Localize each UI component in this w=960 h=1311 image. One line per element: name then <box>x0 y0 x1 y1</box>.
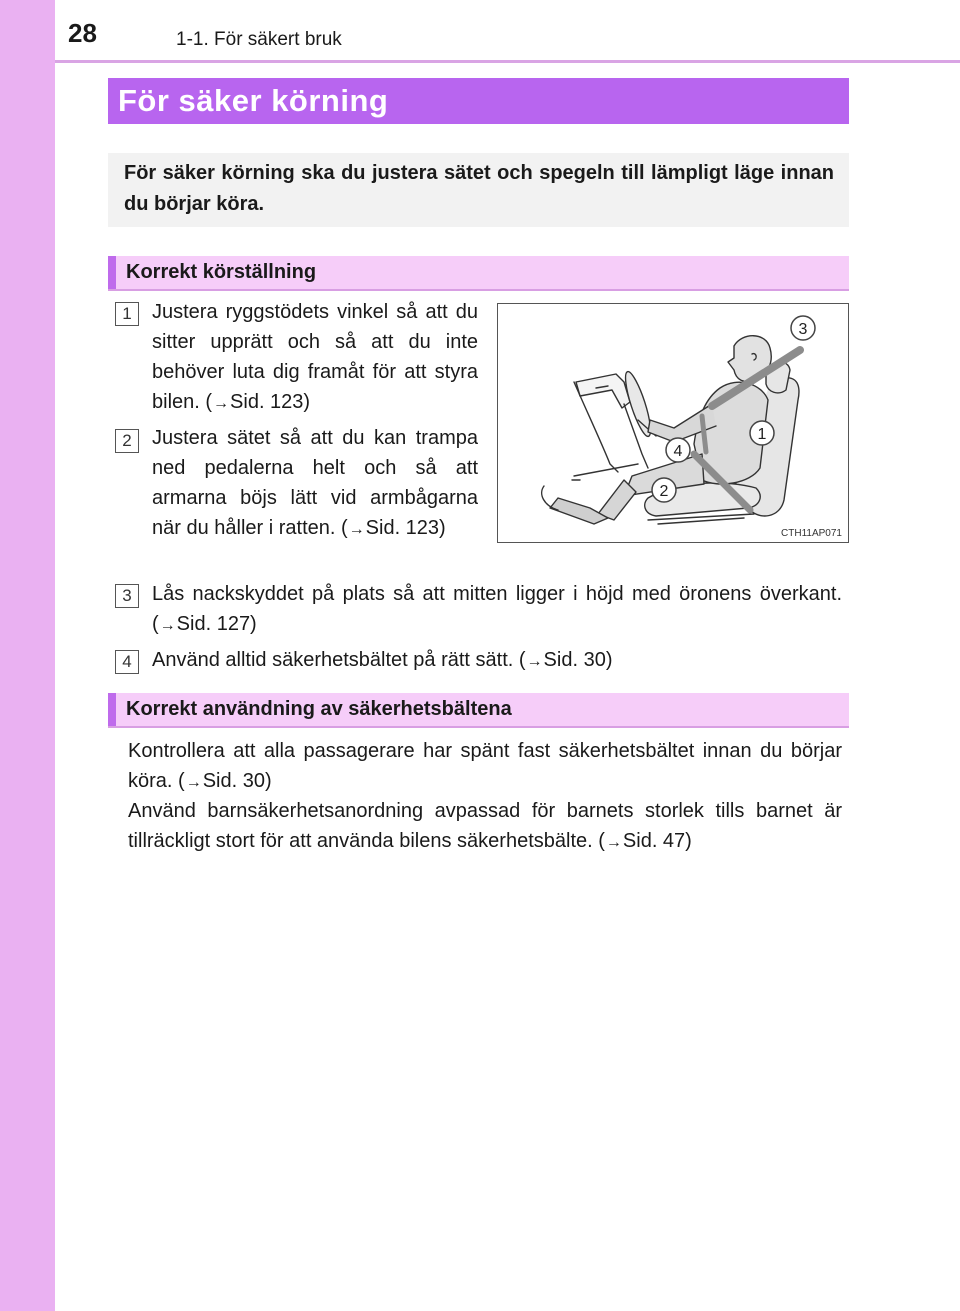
item-number-4: 4 <box>115 650 139 674</box>
callout-3: 3 <box>798 321 808 338</box>
page-number: 28 <box>68 18 97 48</box>
posture-item-4-text: Använd alltid säkerhetsbältet på rätt sätt. ( <box>152 649 526 671</box>
callout-1: 1 <box>757 426 767 443</box>
belts-paragraph-2-text: Använd barnsäkerhetsanordning avpassad för barnets storlek tills barnet är tillräckligt stort för att använda bilens säkerhetsbälte. ( <box>128 800 842 852</box>
page-ref-link[interactable]: Sid. 127) <box>176 613 257 635</box>
right-arrow-icon: → <box>159 617 176 634</box>
posture-item-3 <box>152 579 842 641</box>
page-ref-link[interactable]: Sid. 123) <box>365 517 446 539</box>
posture-section-title: Korrekt körställning <box>126 261 317 283</box>
item-number-1: 1 <box>115 302 139 326</box>
callout-2: 2 <box>659 483 669 500</box>
page-title: För säker körning <box>118 83 389 118</box>
belts-paragraph-1-text: Kontrollera att alla passagerare har spänt fast säkerhetsbältet innan du börjar köra. ( <box>128 740 842 792</box>
figure-code: CTH11AP071 <box>781 528 842 539</box>
posture-item-2 <box>152 423 478 545</box>
posture-item-3-text: Lås nackskyddet på plats så att mitten ligger i höjd med öronens överkant. ( <box>152 583 842 635</box>
posture-section-header <box>108 256 849 291</box>
driving-posture-illustration <box>497 303 849 543</box>
posture-item-1 <box>152 297 478 419</box>
intro-box <box>108 153 849 227</box>
belts-paragraph-1 <box>128 736 842 798</box>
belts-section-title: Korrekt användning av säkerhetsbältena <box>126 698 512 720</box>
item-number-2: 2 <box>115 429 139 453</box>
header-divider <box>55 60 960 63</box>
driver-seat-drawing <box>498 304 848 542</box>
right-arrow-icon: → <box>605 834 622 851</box>
right-arrow-icon: → <box>185 774 202 791</box>
right-arrow-icon: → <box>348 521 365 538</box>
page-ref-link[interactable]: Sid. 30) <box>202 770 272 792</box>
item-number-3: 3 <box>115 584 139 608</box>
section-label: 1-1. För säkert bruk <box>176 29 342 50</box>
page-ref-link[interactable]: Sid. 30) <box>543 649 613 671</box>
chapter-sidebar <box>0 0 55 1311</box>
posture-item-4 <box>152 645 842 677</box>
right-arrow-icon: → <box>213 395 230 412</box>
posture-item-1-text: Justera ryggstödets vinkel så att du sitter upprätt och så att du inte behöver luta dig framåt för att styra bilen. ( <box>152 301 478 413</box>
right-arrow-icon: → <box>526 653 543 670</box>
page-ref-link[interactable]: Sid. 47) <box>622 830 692 852</box>
page-ref-link[interactable]: Sid. 123) <box>230 391 311 413</box>
posture-item-2-text: Justera sätet så att du kan trampa ned pedalerna helt och så att armarna böjs lätt vid armbågarna när du håller i ratten. ( <box>152 427 478 539</box>
page-title-bar <box>108 78 849 124</box>
callout-4: 4 <box>673 443 683 460</box>
intro-text: För säker körning ska du justera sätet och spegeln till lämpligt läge innan du börjar köra. <box>124 162 834 215</box>
belts-section-header <box>108 693 849 728</box>
belts-paragraph-2 <box>128 796 842 858</box>
